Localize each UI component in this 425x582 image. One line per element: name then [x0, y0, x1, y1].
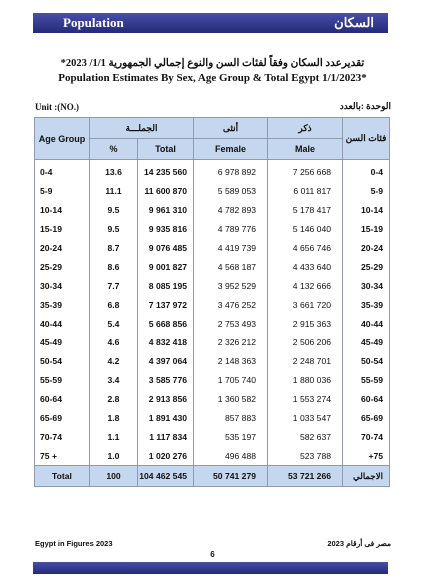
header-female: Female — [194, 139, 268, 160]
cell-age-group-en: 30-34 — [35, 276, 90, 295]
cell-total: 7 137 972 — [138, 295, 194, 314]
page-number: 6 — [210, 550, 215, 559]
table-row — [35, 446, 390, 465]
table-row — [35, 390, 390, 409]
table-row — [35, 427, 390, 446]
total-value: 104 462 545 — [138, 466, 194, 487]
cell-age-group-en: 70-74 — [35, 427, 90, 446]
cell-age-group-ar: 70-74 — [343, 427, 390, 446]
cell-male: 2 506 206 — [268, 333, 343, 352]
cell-female: 1 705 740 — [194, 371, 268, 390]
cell-male: 1 553 274 — [268, 390, 343, 409]
header-percent: % — [90, 139, 138, 160]
cell-male: 523 788 — [268, 446, 343, 465]
cell-total: 14 235 560 — [138, 160, 194, 182]
cell-age-group-ar: 5-9 — [343, 182, 390, 201]
cell-age-group-en: 50-54 — [35, 352, 90, 371]
cell-male: 5 146 040 — [268, 220, 343, 239]
cell-age-group-en: 55-59 — [35, 371, 90, 390]
cell-total: 1 891 430 — [138, 409, 194, 428]
cell-female: 857 883 — [194, 409, 268, 428]
population-table — [34, 117, 390, 487]
table-row — [35, 314, 390, 333]
cell-total: 5 668 856 — [138, 314, 194, 333]
cell-total: 4 832 418 — [138, 333, 194, 352]
cell-total: 1 117 834 — [138, 427, 194, 446]
table-title-en: Population Estimates By Sex, Age Group & Total Egypt 1/1/2023* — [58, 72, 367, 84]
cell-percent: 1.1 — [90, 427, 138, 446]
cell-female: 3 952 529 — [194, 276, 268, 295]
cell-age-group-ar: 40-44 — [343, 314, 390, 333]
cell-total: 9 961 310 — [138, 201, 194, 220]
cell-percent: 13.6 — [90, 160, 138, 182]
cell-age-group-ar: 65-69 — [343, 409, 390, 428]
cell-female: 1 360 582 — [194, 390, 268, 409]
cell-total: 4 397 064 — [138, 352, 194, 371]
cell-male: 1 033 547 — [268, 409, 343, 428]
cell-age-group-ar: 55-59 — [343, 371, 390, 390]
cell-age-group-en: 0-4 — [35, 160, 90, 182]
header-total: Total — [138, 139, 194, 160]
cell-male: 7 256 668 — [268, 160, 343, 182]
total-male: 53 721 266 — [268, 466, 343, 487]
cell-age-group-en: 45-49 — [35, 333, 90, 352]
cell-age-group-ar: 25-29 — [343, 257, 390, 276]
total-label-ar: الاجمالي — [343, 466, 390, 487]
table-body — [35, 160, 390, 466]
cell-age-group-ar: 30-34 — [343, 276, 390, 295]
cell-male: 3 661 720 — [268, 295, 343, 314]
table-row — [35, 201, 390, 220]
unit-label-en: Unit :(NO.) — [35, 102, 79, 112]
cell-percent: 11.1 — [90, 182, 138, 201]
cell-total: 9 076 485 — [138, 239, 194, 258]
cell-female: 535 197 — [194, 427, 268, 446]
cell-total: 11 600 870 — [138, 182, 194, 201]
cell-male: 6 011 817 — [268, 182, 343, 201]
table-title-ar: تقديرعدد السكان وفقاً لفئات السن والنوع إجمالي الجمهورية 1/1/ 2023* — [60, 58, 365, 69]
cell-age-group-en: 60-64 — [35, 390, 90, 409]
cell-female: 3 476 252 — [194, 295, 268, 314]
cell-percent: 3.4 — [90, 371, 138, 390]
table-row — [35, 257, 390, 276]
table-row — [35, 295, 390, 314]
cell-percent: 4.2 — [90, 352, 138, 371]
header-female-ar: أنثى — [194, 118, 268, 139]
cell-female: 6 978 892 — [194, 160, 268, 182]
cell-female: 4 789 776 — [194, 220, 268, 239]
cell-age-group-ar: 20-24 — [343, 239, 390, 258]
cell-female: 2 148 363 — [194, 352, 268, 371]
cell-age-group-en: 65-69 — [35, 409, 90, 428]
cell-age-group-en: 75 + — [35, 446, 90, 465]
header-age-group-en: Age Group — [35, 118, 90, 160]
cell-age-group-en: 25-29 — [35, 257, 90, 276]
cell-male: 2 915 363 — [268, 314, 343, 333]
cell-percent: 8.7 — [90, 239, 138, 258]
footer-source-ar: مصر فى أرقام 2023 — [327, 539, 391, 548]
cell-total: 9 001 827 — [138, 257, 194, 276]
cell-percent: 2.8 — [90, 390, 138, 409]
cell-age-group-en: 15-19 — [35, 220, 90, 239]
total-percent: 100 — [90, 466, 138, 487]
cell-age-group-ar: 0-4 — [343, 160, 390, 182]
footer-bar — [33, 562, 388, 574]
cell-male: 2 248 701 — [268, 352, 343, 371]
cell-male: 582 637 — [268, 427, 343, 446]
cell-male: 5 178 417 — [268, 201, 343, 220]
table-row — [35, 276, 390, 295]
header-age-group-ar: فئات السن — [343, 118, 390, 160]
cell-percent: 9.5 — [90, 201, 138, 220]
cell-female: 4 782 893 — [194, 201, 268, 220]
cell-total: 3 585 776 — [138, 371, 194, 390]
cell-female: 496 488 — [194, 446, 268, 465]
table-row — [35, 333, 390, 352]
cell-male: 4 656 746 — [268, 239, 343, 258]
header-male: Male — [268, 139, 343, 160]
cell-age-group-ar: 15-19 — [343, 220, 390, 239]
cell-percent: 8.6 — [90, 257, 138, 276]
cell-percent: 9.5 — [90, 220, 138, 239]
cell-male: 4 433 640 — [268, 257, 343, 276]
table-row — [35, 409, 390, 428]
cell-total: 9 935 816 — [138, 220, 194, 239]
cell-age-group-ar: 35-39 — [343, 295, 390, 314]
cell-percent: 1.0 — [90, 446, 138, 465]
total-label-en: Total — [35, 466, 90, 487]
cell-female: 5 589 053 — [194, 182, 268, 201]
cell-percent: 6.8 — [90, 295, 138, 314]
section-title-ar: السكان — [334, 15, 374, 30]
cell-age-group-ar: 10-14 — [343, 201, 390, 220]
cell-percent: 7.7 — [90, 276, 138, 295]
section-title-en: Population — [63, 15, 124, 30]
cell-total: 1 020 276 — [138, 446, 194, 465]
table-row — [35, 220, 390, 239]
cell-female: 4 419 739 — [194, 239, 268, 258]
cell-percent: 5.4 — [90, 314, 138, 333]
cell-age-group-en: 20-24 — [35, 239, 90, 258]
cell-age-group-en: 5-9 — [35, 182, 90, 201]
table-row — [35, 160, 390, 182]
header-male-ar: ذكر — [268, 118, 343, 139]
cell-age-group-en: 40-44 — [35, 314, 90, 333]
total-female: 50 741 279 — [194, 466, 268, 487]
unit-label-ar: الوحدة :بالعدد — [339, 101, 391, 111]
cell-total: 2 913 856 — [138, 390, 194, 409]
table-row — [35, 352, 390, 371]
section-banner — [33, 13, 388, 33]
table-row — [35, 371, 390, 390]
cell-percent: 4.6 — [90, 333, 138, 352]
cell-female: 4 568 187 — [194, 257, 268, 276]
cell-total: 8 085 195 — [138, 276, 194, 295]
cell-male: 4 132 666 — [268, 276, 343, 295]
cell-percent: 1.8 — [90, 409, 138, 428]
cell-female: 2 753 493 — [194, 314, 268, 333]
cell-age-group-en: 10-14 — [35, 201, 90, 220]
cell-female: 2 326 212 — [194, 333, 268, 352]
table-row — [35, 182, 390, 201]
header-total-ar: الجملـــة — [90, 118, 194, 139]
cell-age-group-ar: 60-64 — [343, 390, 390, 409]
cell-age-group-ar: 45-49 — [343, 333, 390, 352]
cell-age-group-ar: 50-54 — [343, 352, 390, 371]
total-row — [35, 466, 390, 487]
cell-age-group-en: 35-39 — [35, 295, 90, 314]
table-row — [35, 239, 390, 258]
footer-source-en: Egypt in Figures 2023 — [35, 539, 113, 548]
cell-male: 1 880 036 — [268, 371, 343, 390]
cell-age-group-ar: +75 — [343, 446, 390, 465]
